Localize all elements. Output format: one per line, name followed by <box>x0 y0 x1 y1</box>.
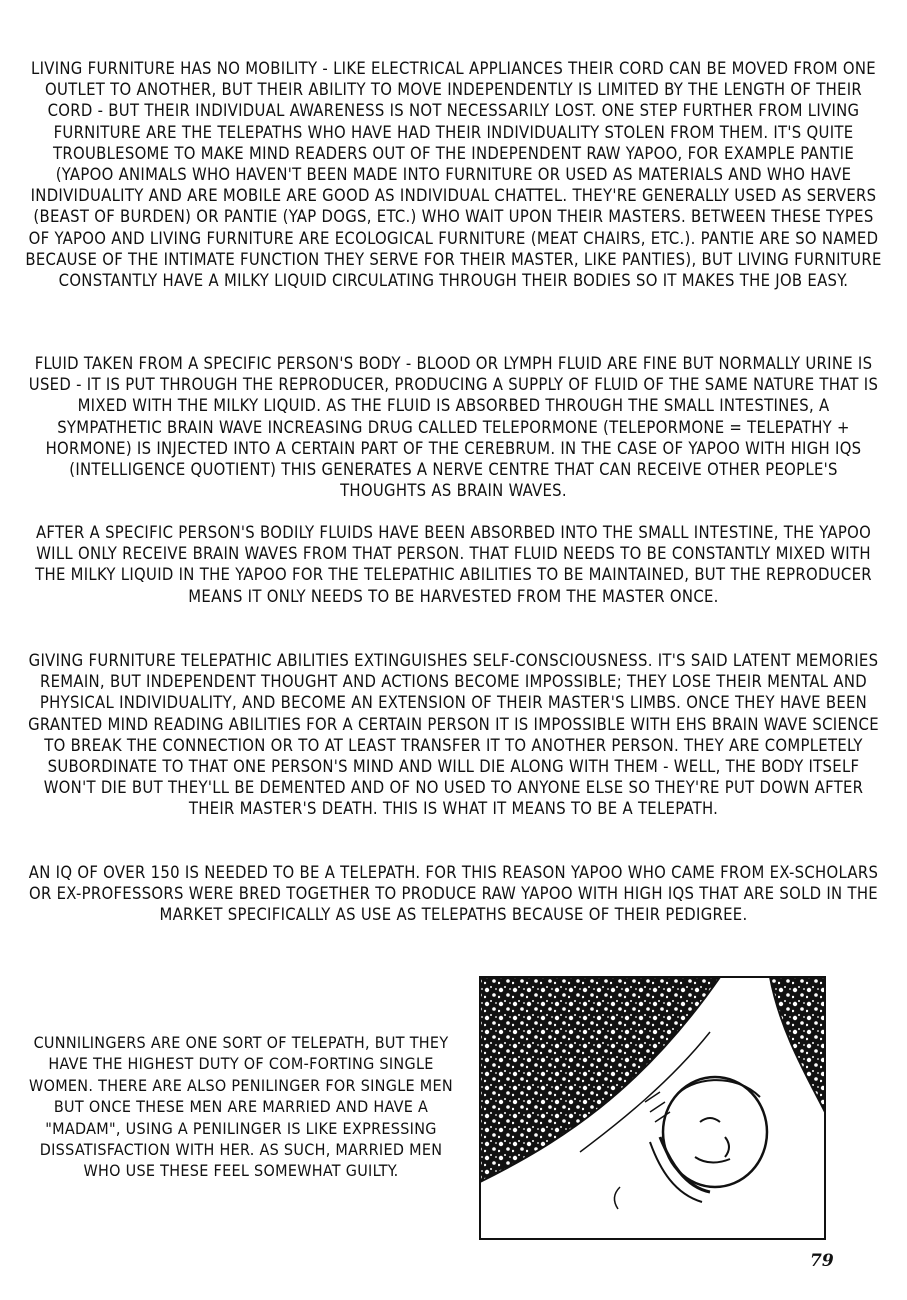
ink-illustration-panel <box>470 972 830 1254</box>
paragraph-fluid-teleporomone: FLUID TAKEN FROM A SPECIFIC PERSON'S BODY - BLOOD OR LYMPH FLUID ARE FINE BUT NORMALLY URINE IS USED - IT IS PUT THROUGH THE REPRODUCER, PRODUCING A SUPPLY OF FLUID OF THE SAME NATURE THAT IS MIXED WITH THE MILKY LIQUID. AS THE FLUID IS ABSORBED THROUGH THE SMALL INTESTINES, A SYMPATHETIC BRAIN WAVE INCREASING DRUG CALLED TELEPORMONE (TELEPORMONE = TELEPATHY + HORMONE) IS INJECTED INTO A CERTAIN PART OF THE CEREBRUM. IN THE CASE OF YAPOO WITH HIGH IQS (INTELLIGENCE QUOTIENT) THIS GENERATES A NERVE CENTRE THAT CAN RECEIVE OTHER PEOPLE'S THOUGHTS AS BRAIN WAVES. <box>28 354 879 501</box>
paragraph-telepathic-abilities: GIVING FURNITURE TELEPATHIC ABILITIES EXTINGUISHES SELF-CONSCIOUSNESS. IT'S SAID LATENT MEMORIES REMAIN, BUT INDEPENDENT THOUGHT AND ACTIONS BECOME IMPOSSIBLE; THEY LOSE THEIR MENTAL AND PHYSICAL INDIVIDUALITY, AND BECOME AN EXTENSION OF THEIR MASTER'S LIMBS. ONCE THEY HAVE BEEN GRANTED MIND READING ABILITIES FOR A CERTAIN PERSON IT IS IMPOSSIBLE WITH EHS BRAIN WAVE SCIENCE TO BREAK THE CONNECTION OR TO AT LEAST TRANSFER IT TO ANOTHER PERSON. THEY ARE COMPLETELY SUBORDINATE TO THAT ONE PERSON'S MIND AND WILL DIE ALONG WITH THEM - WELL, THE BODY ITSELF WON'T DIE BUT THEY'LL BE DEMENTED AND OF NO USED TO ANYONE ELSE SO THEY'RE PUT DOWN AFTER THEIR MASTER'S DEATH. THIS IS WHAT IT MEANS TO BE A TELEPATH. <box>28 651 879 819</box>
paragraph-iq-requirement: AN IQ OF OVER 150 IS NEEDED TO BE A TELEPATH. FOR THIS REASON YAPOO WHO CAME FROM EX-SCHOLARS OR EX-PROFESSORS WERE BRED TOGETHER TO PRODUCE RAW YAPOO WITH HIGH IQS THAT ARE SOLD IN THE MARKET SPECIFICALLY AS USE AS TELEPATHS BECAUSE OF THEIR PEDIGREE. <box>28 863 879 925</box>
paragraph-living-furniture: LIVING FURNITURE HAS NO MOBILITY - LIKE ELECTRICAL APPLIANCES THEIR CORD CAN BE MOVED FROM ONE OUTLET TO ANOTHER, BUT THEIR ABILITY TO MOVE INDEPENDENTLY IS LIMITED BY THE LENGTH OF THEIR CORD - BUT THEIR INDIVIDUAL AWARENESS IS NOT NECESSARILY LOST. ONE STEP FURTHER FROM LIVING FURNITURE ARE THE TELEPATHS WHO HAVE HAD THEIR INDIVIDUALITY STOLEN FROM THEM. IT'S QUITE TROUBLESOME TO MAKE MIND READERS OUT OF THE INDEPENDENT RAW YAPOO, FOR EXAMPLE PANTIE (YAPOO ANIMALS WHO HAVEN'T BEEN MADE INTO FURNITURE OR USED AS MATERIALS AND WHO HAVE INDIVIDUALITY AND ARE MOBILE ARE GOOD AS INDIVIDUAL CHATTEL. THEY'RE GENERALLY USED AS SERVERS (BEAST OF BURDEN) OR PANTIE (YAP DOGS, ETC.) WHO WAIT UPON THEIR MASTERS. BETWEEN THESE TYPES OF YAPOO AND LIVING FURNITURE ARE ECOLOGICAL FURNITURE (MEAT CHAIRS, ETC.). PANTIE ARE SO NAMED BECAUSE OF THE INTIMATE FUNCTION THEY SERVE FOR THEIR MASTER, LIKE PANTIES), BUT LIVING FURNITURE CONSTANTLY HAVE A MILKY LIQUID CIRCULATING THROUGH THEIR BODIES SO IT MAKES THE JOB EASY. <box>25 59 882 291</box>
page-number: 79 <box>810 1251 834 1271</box>
paragraph-bodily-fluids: AFTER A SPECIFIC PERSON'S BODILY FLUIDS HAVE BEEN ABSORBED INTO THE SMALL INTESTINE, THE YAPOO WILL ONLY RECEIVE BRAIN WAVES FROM THAT PERSON. THAT FLUID NEEDS TO BE CONSTANTLY MIXED WITH THE MILKY LIQUID IN THE YAPOO FOR THE TELEPATHIC ABILITIES TO BE MAINTAINED, BUT THE REPRODUCER MEANS IT ONLY NEEDS TO BE HARVESTED FROM THE MASTER ONCE. <box>35 523 872 606</box>
paragraph-cunnilingers: CUNNILINGERS ARE ONE SORT OF TELEPATH, BUT THEY HAVE THE HIGHEST DUTY OF COM-FORTING SINGLE WOMEN. THERE ARE ALSO PENILINGER FOR SINGLE MEN BUT ONCE THESE MEN ARE MARRIED AND HAVE A "MADAM", USING A PENILINGER IS LIKE EXPRESSING DISSATISFACTION WITH HER. AS SUCH, MARRIED MEN WHO USE THESE FEEL SOMEWHAT GUILTY. <box>29 1033 453 1181</box>
